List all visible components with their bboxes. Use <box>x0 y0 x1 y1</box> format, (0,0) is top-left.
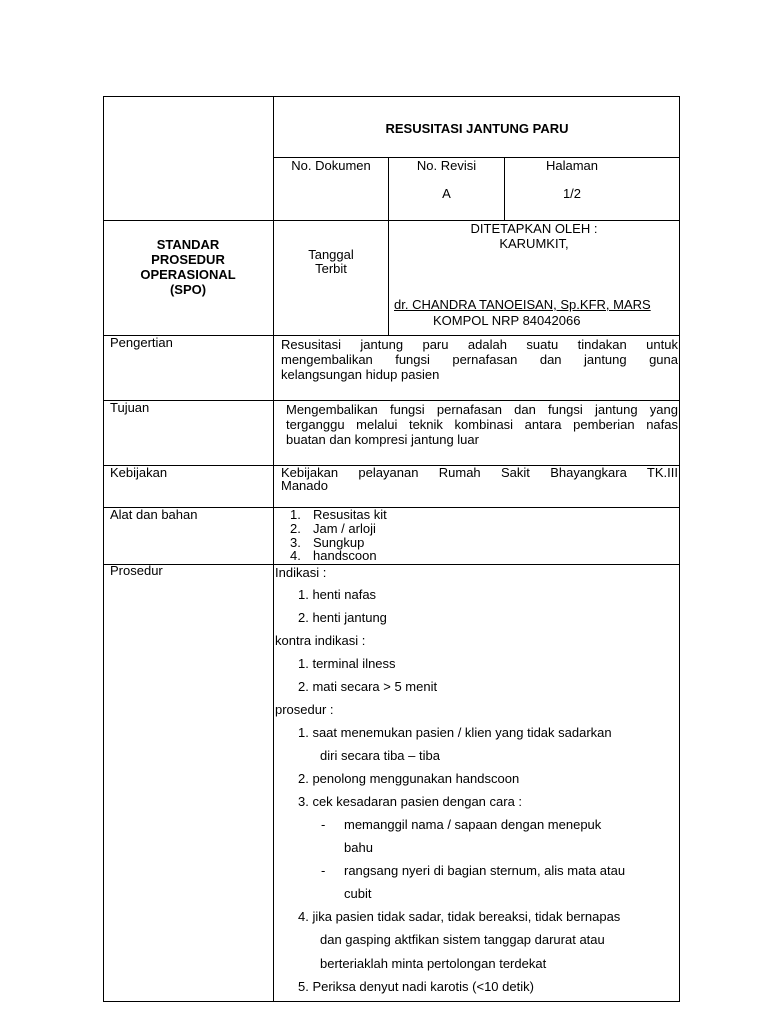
dash-bullet: - <box>321 817 326 832</box>
no-revisi-label: No. Revisi <box>416 158 477 173</box>
border-left <box>103 96 104 1002</box>
border-after-alat <box>103 564 680 565</box>
list-item-number: 4. <box>290 548 301 563</box>
no-dokumen-label: No. Dokumen <box>291 158 371 173</box>
pengertian-text: Resusitasi jantung paru adalah suatu tindakan untuk mengembalikan fungsi pernafasan dan jantung guna <box>281 337 678 367</box>
pengertian-label: Pengertian <box>110 335 173 350</box>
alat-label: Alat dan bahan <box>110 507 198 522</box>
signer-nrp: KOMPOL NRP 84042066 <box>433 313 581 328</box>
halaman-label: Halaman <box>545 158 599 173</box>
spo-line-2: PROSEDUR <box>151 252 225 267</box>
ditetapkan-oleh: DITETAPKAN OLEH : <box>470 221 598 236</box>
border-after-pengertian <box>103 400 680 401</box>
kebijakan-label: Kebijakan <box>110 465 168 480</box>
border-after-header <box>103 335 680 336</box>
list-item: 1. henti nafas <box>298 587 377 602</box>
list-item: Sungkup <box>313 535 365 550</box>
list-item: handscoon <box>313 548 377 563</box>
indikasi-heading: Indikasi : <box>275 565 327 580</box>
prosedur-heading: prosedur : <box>275 702 334 717</box>
sub-item-continuation: bahu <box>344 840 373 855</box>
pengertian-text-end: kelangsungan hidup pasien <box>281 367 440 382</box>
halaman-value: 1/2 <box>562 186 582 201</box>
list-item-number: 1. <box>290 507 301 522</box>
prosedur-label: Prosedur <box>110 563 163 578</box>
tanggal-terbit-line-2: Terbit <box>315 261 347 276</box>
dash-bullet: - <box>321 863 326 878</box>
sub-item-continuation: cubit <box>344 886 372 901</box>
kebijakan-text: Kebijakan pelayanan Rumah Sakit Bhayangkara TK.III <box>281 465 678 480</box>
list-item: 2. henti jantung <box>298 610 387 625</box>
list-item: 2. penolong menggunakan handscoon <box>298 771 520 786</box>
list-item: 2. mati secara > 5 menit <box>298 679 438 694</box>
list-item-number: 3. <box>290 535 301 550</box>
spo-line-3: OPERASIONAL <box>140 267 236 282</box>
border-col-split <box>273 96 274 1002</box>
tujuan-text-end: buatan dan kompresi jantung luar <box>286 432 479 447</box>
list-item: 1. terminal ilness <box>298 656 396 671</box>
list-item-number: 2. <box>290 521 301 536</box>
list-item: 4. jika pasien tidak sadar, tidak bereaksi, tidak bernapas <box>298 909 621 924</box>
border-bottom <box>103 1001 680 1002</box>
karumkit: KARUMKIT, <box>499 236 569 251</box>
list-item: 1. saat menemukan pasien / klien yang tidak sadarkan <box>298 725 612 740</box>
tujuan-label: Tujuan <box>110 400 150 415</box>
border-top <box>103 96 680 97</box>
list-item: 3. cek kesadaran pasien dengan cara : <box>298 794 523 809</box>
list-item: 5. Periksa denyut nadi karotis (<10 detik) <box>298 979 534 994</box>
list-item-continuation: diri secara tiba – tiba <box>320 748 440 763</box>
sub-item: rangsang nyeri di bagian sternum, alis mata atau <box>344 863 626 878</box>
kebijakan-text-end: Manado <box>281 478 328 493</box>
spo-line-4: (SPO) <box>169 282 207 297</box>
sub-item: memanggil nama / sapaan dengan menepuk <box>344 817 602 832</box>
tujuan-text: Mengembalikan fungsi pernafasan dan fungsi jantung yang terganggu melalui teknik kombinasi antara pemberian nafas <box>286 402 678 432</box>
document-title: RESUSITASI JANTUNG PARU <box>385 121 569 136</box>
spo-line-1: STANDAR <box>156 237 220 252</box>
border-right <box>679 96 680 1002</box>
signer-name: dr. CHANDRA TANOEISAN, Sp.KFR, MARS <box>394 297 651 312</box>
list-item-continuation: berteriaklah minta pertolongan terdekat <box>320 956 547 971</box>
list-item-continuation: dan gasping aktfikan sistem tanggap darurat atau <box>320 932 605 947</box>
kontra-heading: kontra indikasi : <box>275 633 366 648</box>
list-item: Resusitas kit <box>313 507 387 522</box>
tanggal-terbit-line-1: Tanggal <box>308 247 354 262</box>
list-item: Jam / arloji <box>313 521 376 536</box>
no-revisi-value: A <box>442 186 451 201</box>
